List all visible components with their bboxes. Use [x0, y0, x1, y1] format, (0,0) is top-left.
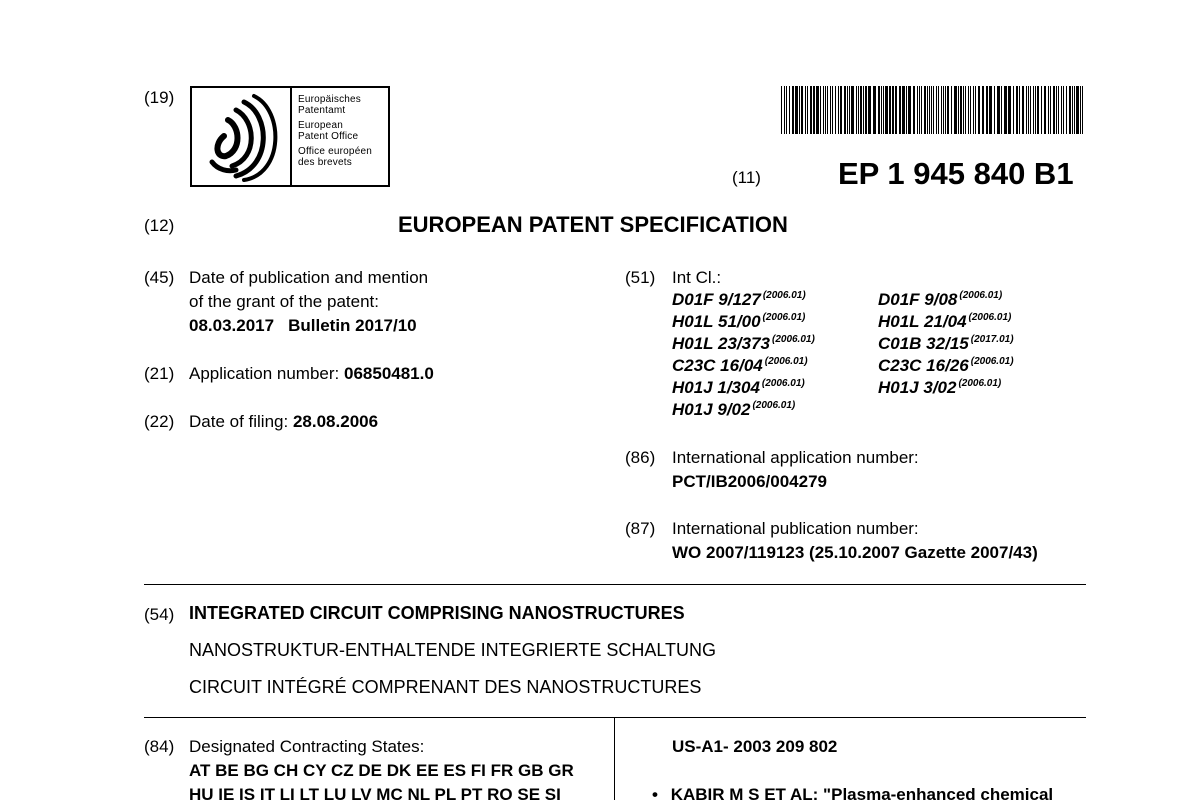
inid-code-84: (84) — [144, 737, 175, 756]
application-number: 06850481.0 — [344, 364, 434, 383]
barcode-bar — [936, 86, 937, 134]
barcode-bar — [924, 86, 926, 134]
barcode-bar — [883, 86, 884, 134]
barcode-bar — [1056, 86, 1057, 134]
barcode-bar — [975, 86, 976, 134]
ipc-version: (2006.01) — [771, 334, 815, 345]
barcode-bar — [933, 86, 934, 134]
ipc-code-value: C23C 16/26 — [878, 356, 969, 375]
barcode-bar — [795, 86, 798, 134]
ipc-code-value: H01L 51/00 — [672, 312, 761, 331]
barcode-bar — [838, 86, 839, 134]
barcode-bar — [827, 86, 828, 134]
bulletin-number: Bulletin 2017/10 — [288, 316, 417, 335]
barcode-bar — [973, 86, 974, 134]
intl-application-number: PCT/IB2006/004279 — [672, 472, 827, 491]
filing-date: 28.08.2006 — [292, 412, 379, 431]
barcode-bar — [951, 86, 952, 134]
barcode-bar — [908, 86, 911, 134]
designated-states-line2: HU IE IS IT LI LT LU LV MC NL PL PT RO SE SI — [189, 785, 561, 804]
ipc-version: (2006.01) — [752, 400, 796, 411]
designated-states-block — [189, 735, 574, 807]
ipc-code-value: D01F 9/08 — [878, 290, 958, 309]
barcode-bar — [947, 86, 949, 134]
designated-states-line1: AT BE BG CH CY CZ DE DK EE ES FI FR GB GR — [189, 761, 574, 780]
bullet-icon: • — [652, 785, 658, 804]
column-divider — [614, 717, 615, 800]
barcode-bar — [1076, 86, 1079, 134]
barcode-bar — [1030, 86, 1031, 134]
barcode-bar — [885, 86, 888, 134]
barcode-bar — [807, 86, 808, 134]
barcode-bar — [1041, 86, 1042, 134]
filing-date-row — [189, 410, 378, 434]
barcode-bar — [917, 86, 918, 134]
intl-application-block — [672, 446, 919, 494]
barcode-bar — [929, 86, 930, 134]
ipc-code-value: D01F 9/127 — [672, 290, 761, 309]
barcode-bar — [919, 86, 920, 134]
barcode-bar — [927, 86, 928, 134]
grant-label-line1: Date of publication and mention — [189, 268, 429, 287]
ipc-version: (2006.01) — [968, 312, 1012, 323]
barcode-bar — [1019, 86, 1020, 134]
application-number-row — [189, 362, 434, 386]
barcode-bar — [1058, 86, 1059, 134]
barcode-bar — [1033, 86, 1034, 134]
barcode-bar — [810, 86, 812, 134]
barcode-bar — [844, 86, 846, 134]
office-name-fr-2: des brevets — [298, 157, 352, 168]
inid-code-12: (12) — [144, 216, 175, 235]
barcode-bar — [1037, 86, 1039, 134]
barcode-bar — [1001, 86, 1002, 134]
office-name-en-1: European — [298, 120, 343, 131]
barcode-bar — [832, 86, 833, 134]
ipc-version: (2006.01) — [762, 290, 806, 301]
ipc-code-value: H01L 23/373 — [672, 334, 770, 353]
barcode-bar — [1069, 86, 1071, 134]
barcode-bar — [989, 86, 992, 134]
logo-divider — [290, 86, 292, 187]
cited-reference-1: US-A1- 2003 209 802 — [672, 737, 838, 756]
barcode-bar — [1082, 86, 1083, 134]
barcode-bar — [801, 86, 803, 134]
barcode-bar — [835, 86, 836, 134]
barcode-bar — [954, 86, 957, 134]
intl-publication-block — [672, 517, 1038, 565]
barcode-bar — [858, 86, 859, 134]
ipc-version: (2006.01) — [959, 290, 1003, 301]
barcode-bar — [873, 86, 876, 134]
office-name-de-2: Patentamt — [298, 105, 346, 116]
barcode-bar — [878, 86, 880, 134]
ipc-code — [672, 399, 795, 424]
grant-date: 08.03.2017 — [189, 316, 275, 335]
cited-reference-2-row — [652, 783, 1053, 807]
barcode-bar — [945, 86, 946, 134]
barcode-bar — [899, 86, 901, 134]
barcode-bar — [1022, 86, 1024, 134]
application-number-label: Application number: — [189, 364, 340, 383]
ipc-version: (2017.01) — [970, 334, 1014, 345]
ipc-code-value: H01J 9/02 — [672, 400, 751, 419]
barcode-bar — [943, 86, 944, 134]
barcode-bar — [895, 86, 897, 134]
barcode-bar — [965, 86, 966, 134]
barcode-bar — [1026, 86, 1027, 134]
ipc-version: (2006.01) — [958, 378, 1002, 389]
inid-code-87: (87) — [625, 519, 656, 538]
inid-code-45: (45) — [144, 268, 175, 287]
grant-label-line2: of the grant of the patent: — [189, 292, 379, 311]
barcode-bar — [781, 86, 782, 134]
barcode-bar — [830, 86, 831, 134]
barcode-bar — [963, 86, 964, 134]
barcode-bar — [960, 86, 962, 134]
barcode-bar — [816, 86, 819, 134]
inid-code-19: (19) — [144, 88, 175, 107]
intl-publication-number: WO 2007/119123 (25.10.2007 Gazette 2007/43) — [672, 543, 1038, 562]
barcode-image — [781, 86, 1085, 134]
office-name-de-1: Europäisches — [298, 94, 361, 105]
title-french: CIRCUIT INTÉGRÉ COMPRENANT DES NANOSTRUCTURES — [189, 677, 702, 697]
section-divider-top — [144, 584, 1086, 585]
barcode-bar — [994, 86, 995, 134]
inid-code-22: (22) — [144, 412, 175, 431]
office-name-fr-1: Office européen — [298, 146, 372, 157]
ipc-code-value: H01L 21/04 — [878, 312, 967, 331]
barcode-bar — [1053, 86, 1055, 134]
ipc-version: (2006.01) — [970, 356, 1014, 367]
intl-application-label: International application number: — [672, 448, 919, 467]
barcode-bar — [825, 86, 826, 134]
barcode-bar — [847, 86, 848, 134]
grant-publication-block — [189, 266, 428, 338]
cited-reference-2: KABIR M S ET AL: "Plasma-enhanced chemical — [670, 785, 1054, 804]
barcode-bar — [931, 86, 932, 134]
barcode-bar — [938, 86, 939, 134]
epo-emblem-icon — [200, 92, 286, 182]
barcode-bar — [860, 86, 862, 134]
barcode-bar — [813, 86, 815, 134]
barcode-bar — [1008, 86, 1011, 134]
ipc-version: (2006.01) — [761, 378, 805, 389]
barcode-bar — [820, 86, 821, 134]
barcode-bar — [823, 86, 824, 134]
barcode-bar — [970, 86, 971, 134]
office-name-en-2: Patent Office — [298, 131, 359, 142]
barcode-bar — [958, 86, 959, 134]
barcode-bar — [921, 86, 922, 134]
barcode-bar — [902, 86, 905, 134]
barcode-bar — [1080, 86, 1081, 134]
barcode-bar — [856, 86, 857, 134]
inid-code-21: (21) — [144, 364, 175, 383]
barcode-bar — [889, 86, 891, 134]
ipc-version: (2006.01) — [764, 356, 808, 367]
barcode-bar — [865, 86, 867, 134]
barcode-bar — [786, 86, 787, 134]
barcode-bar — [1016, 86, 1018, 134]
inid-code-11: (11) — [732, 168, 761, 187]
intl-publication-label: International publication number: — [672, 519, 919, 538]
barcode-bar — [1044, 86, 1046, 134]
document-type-title: EUROPEAN PATENT SPECIFICATION — [398, 212, 788, 237]
ipc-version: (2006.01) — [762, 312, 806, 323]
barcode-bar — [968, 86, 969, 134]
inid-code-86: (86) — [625, 448, 656, 467]
designated-states-label: Designated Contracting States: — [189, 737, 425, 756]
barcode-bar — [913, 86, 915, 134]
barcode-bar — [881, 86, 882, 134]
barcode-bar — [805, 86, 806, 134]
section-divider-bottom — [144, 717, 1086, 718]
barcode-bar — [1048, 86, 1049, 134]
barcode-bar — [941, 86, 942, 134]
barcode-bar — [1072, 86, 1073, 134]
barcode-bar — [1050, 86, 1051, 134]
barcode-bar — [784, 86, 785, 134]
barcode-bar — [982, 86, 984, 134]
barcode-bar — [1074, 86, 1075, 134]
inid-code-51: (51) — [625, 268, 656, 287]
barcode-bar — [792, 86, 794, 134]
barcode-bar — [986, 86, 988, 134]
barcode-bar — [1004, 86, 1007, 134]
barcode-bar — [868, 86, 871, 134]
inid-code-54: (54) — [144, 605, 175, 624]
barcode-bar — [1066, 86, 1067, 134]
barcode-bar — [892, 86, 894, 134]
barcode-bar — [1035, 86, 1036, 134]
ipc-code — [878, 377, 1001, 402]
barcode-bar — [978, 86, 980, 134]
filing-date-label: Date of filing: — [189, 412, 289, 431]
ipc-code-value: H01J 1/304 — [672, 378, 760, 397]
barcode-bar — [906, 86, 907, 134]
ipc-code-value: C23C 16/04 — [672, 356, 763, 375]
barcode-bar — [851, 86, 854, 134]
barcode-bar — [1061, 86, 1062, 134]
barcode-bar — [1013, 86, 1014, 134]
barcode-bar — [1028, 86, 1029, 134]
barcode-bar — [997, 86, 1000, 134]
barcode-bar — [863, 86, 864, 134]
title-german: NANOSTRUKTUR-ENTHALTENDE INTEGRIERTE SCHALTUNG — [189, 640, 717, 660]
office-names — [298, 94, 372, 168]
barcode-bar — [799, 86, 800, 134]
ipc-code-value: C01B 32/15 — [878, 334, 969, 353]
barcode-bar — [1063, 86, 1064, 134]
ipc-code-value: H01J 3/02 — [878, 378, 957, 397]
title-english: INTEGRATED CIRCUIT COMPRISING NANOSTRUCTURES — [189, 603, 685, 623]
publication-number: EP 1 945 840 B1 — [838, 156, 1074, 191]
barcode-bar — [789, 86, 790, 134]
barcode-bar — [849, 86, 850, 134]
barcode-bar — [840, 86, 842, 134]
int-cl-label: Int Cl.: — [672, 268, 722, 287]
